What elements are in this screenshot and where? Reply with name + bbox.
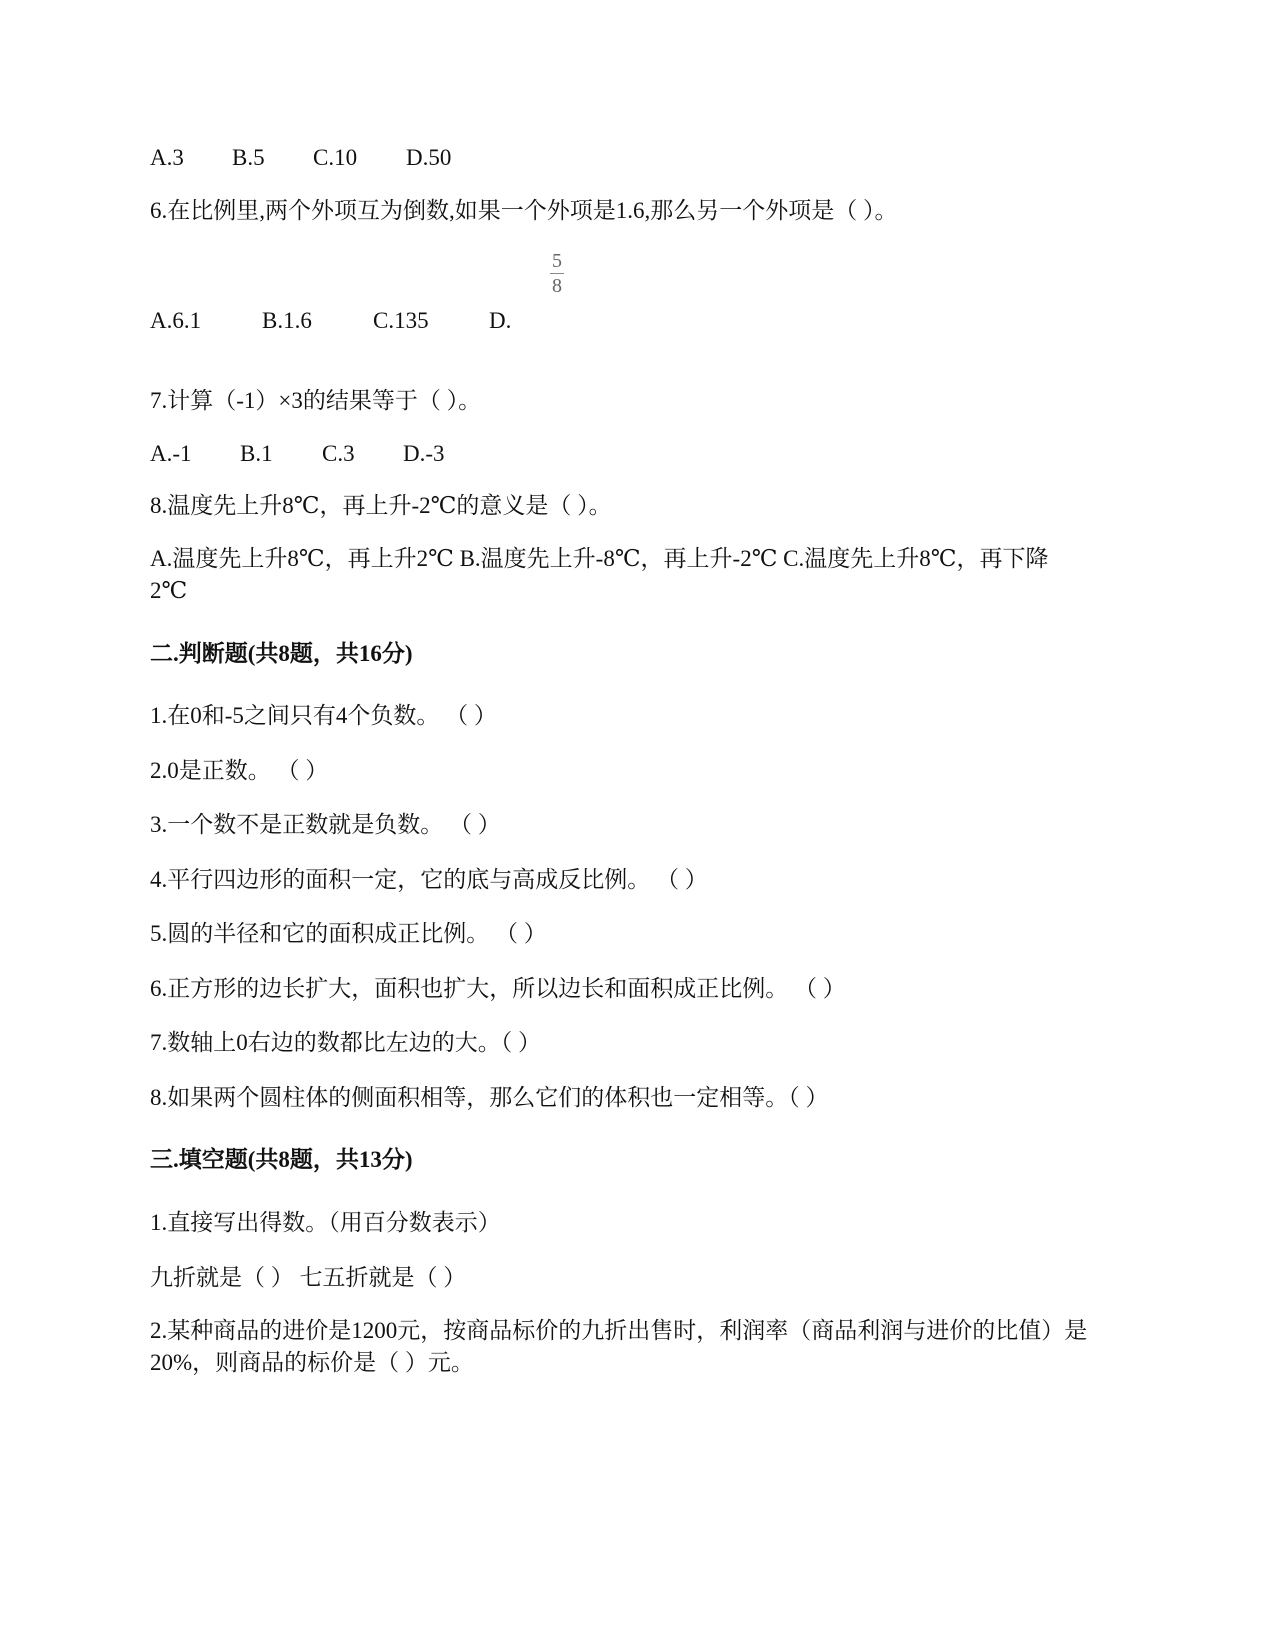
fraction-bar <box>550 273 564 274</box>
judgement-item-6: 6.正方形的边长扩大，面积也扩大，所以边长和面积成正比例。 （ ） <box>150 976 846 1001</box>
question-8-stem: 8.温度先上升8℃，再上升-2℃的意义是（ ）。 <box>150 493 612 518</box>
question-7-stem: 7.计算（-1）×3的结果等于（ ）。 <box>150 388 482 413</box>
judgement-item-2: 2.0是正数。 （ ） <box>150 758 329 783</box>
judgement-item-4: 4.平行四边形的面积一定，它的底与高成反比例。 （ ） <box>150 867 708 892</box>
fraction-numerator: 5 <box>552 250 562 272</box>
fraction-denominator: 8 <box>552 275 562 297</box>
option-a: A.3 <box>150 145 184 170</box>
fill-question-1: 1.直接写出得数。（用百分数表示） <box>150 1210 501 1235</box>
judgement-item-7: 7.数轴上0右边的数都比左边的大。（ ） <box>150 1030 541 1055</box>
option-c: C.10 <box>313 145 358 170</box>
fraction-five-eighths <box>546 250 568 297</box>
question-8-options: A.温度先上升8℃，再上升2℃ B.温度先上升-8℃，再上升-2℃ C.温度先上升8℃，再下降2℃ <box>150 546 1049 603</box>
judgement-item-5: 5.圆的半径和它的面积成正比例。 （ ） <box>150 921 547 946</box>
fill-question-2: 2.某种商品的进价是1200元，按商品标价的九折出售时，利润率（商品利润与进价的比值）是20%，则商品的标价是（ ）元。 <box>150 1318 1088 1375</box>
option-b: B.1.6 <box>262 308 312 333</box>
option-a: A.6.1 <box>150 308 202 333</box>
judgement-item-3: 3.一个数不是正数就是负数。 （ ） <box>150 812 501 837</box>
option-b: B.1 <box>240 441 273 466</box>
fill-question-1-blanks: 九折就是（ ） 七五折就是（ ） <box>150 1265 467 1290</box>
option-c: C.135 <box>373 308 429 333</box>
option-c: C.3 <box>322 441 355 466</box>
section-2-heading: 二.判断题(共8题，共16分) <box>150 641 413 666</box>
option-b: B.5 <box>232 145 265 170</box>
option-d: D.-3 <box>403 441 445 466</box>
question-6-stem: 6.在比例里,两个外项互为倒数,如果一个外项是1.6,那么另一个外项是（ ）。 <box>150 198 898 223</box>
option-a: A.-1 <box>150 441 192 466</box>
option-d: D.50 <box>406 145 452 170</box>
option-d: D. <box>489 308 512 333</box>
section-3-heading: 三.填空题(共8题，共13分) <box>150 1147 413 1172</box>
judgement-item-1: 1.在0和-5之间只有4个负数。 （ ） <box>150 703 497 728</box>
judgement-item-8: 8.如果两个圆柱体的侧面积相等，那么它们的体积也一定相等。（ ） <box>150 1085 829 1110</box>
